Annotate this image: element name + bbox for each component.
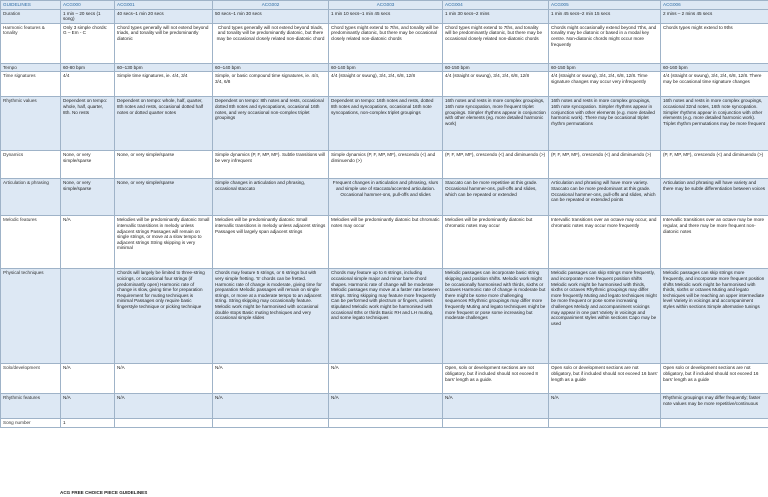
table-row	[1, 9, 768, 23]
table-cell: Chord types generally will not extend beyond triads, and tonality will be predominantly diatonic	[115, 23, 213, 63]
table-cell: N/A	[213, 394, 329, 419]
header-cell: ACG002	[213, 1, 329, 10]
table-cell: 4/4 (straight or swung), 3/4, 2/4, 6/8, 12/8. There may be occasional time signature changes	[661, 72, 768, 97]
table-row	[1, 216, 768, 269]
table-cell: Melodies will be predominantly diatonic but chromatic notes may occur	[443, 216, 549, 269]
table-cell	[443, 419, 549, 428]
row-label: Tempo	[1, 63, 61, 72]
table-cell: N/A	[61, 216, 115, 269]
table-cell: 1 min – 20 secs (1 song)	[61, 9, 115, 23]
table-cell: Simple, or basic compound time signatures, ie. 4/4, 3/4, 6/8	[213, 72, 329, 97]
table-cell: 50 secs–1 min 30 secs	[213, 9, 329, 23]
table-cell: 40 secs–1 min 20 secs	[115, 9, 213, 23]
header-cell: ACG005	[549, 1, 661, 10]
table-cell: Chord types generally will not extend beyond triads, and tonality will be predominantly diatonic, but there may be occasional closely related non-diatonic chord	[213, 23, 329, 63]
table-cell: 60–140 bpm	[213, 63, 329, 72]
table-cell: Simple dynamics (P, F, MP, MF), crescendo (<) and diminuendo (>)	[329, 151, 443, 179]
table-cell: Dependent on tempo: 8th notes and rests, occasional dotted 8th notes and syncopations, occasional 16th notes, and very occasional non-complex triplet groupings	[213, 97, 329, 151]
table-row	[1, 179, 768, 216]
row-label: Rhythmic features	[1, 394, 61, 419]
table-row	[1, 72, 768, 97]
table-cell: 4/4	[61, 72, 115, 97]
row-label: Solo/development	[1, 364, 61, 394]
header-cell: ACG001	[115, 1, 213, 10]
table-cell: Open solo or development sections are not obligatory, but if included should not exceed 16 bars' length as a guide	[661, 364, 768, 394]
table-cell: Melodic passages can skip strings more frequently, and incorporate more frequent position shifts Melodic work might be harmonised with thirds, sixths or octaves Rhythmic groupings may differ more frequently Muting and legato techniques might be more frequent or pose some increasing challenges Melody and accompaniment voicings may appear in one part Variety in voicings and accompaniment styles within sections Capo may be used	[549, 269, 661, 364]
row-label: Articulation & phrasing	[1, 179, 61, 216]
row-label: Time signatures	[1, 72, 61, 97]
header-cell: ACG006	[661, 1, 768, 10]
table-row	[1, 63, 768, 72]
table-cell	[661, 419, 768, 428]
header-cell: ACG000	[61, 1, 115, 10]
table-cell: 60-80 bpm	[61, 63, 115, 72]
table-row	[1, 23, 768, 63]
table-cell	[549, 419, 661, 428]
table-cell: 60-160 bpm	[661, 63, 768, 72]
table-cell	[115, 419, 213, 428]
header-cell: GUIDELINES	[1, 1, 61, 10]
table-cell: (P, F, MP, MF), crescendo (<) and diminuendo (>)	[549, 151, 661, 179]
row-label: Rhythmic values	[1, 97, 61, 151]
table-cell: N/A	[213, 364, 329, 394]
table-cell: N/A	[329, 394, 443, 419]
table-cell	[61, 269, 115, 364]
table-cell: Staccato can be more repetitive at this grade. Occasional hammer-ons, pull-offs and slides, which can be repeated or extended	[443, 179, 549, 216]
header-row	[1, 1, 768, 10]
header-cell: ACG004	[443, 1, 549, 10]
table-cell: Dependent on tempo: whole, half, quarter, 8th notes and rests, occasional dotted half notes or dotted quarter notes	[115, 97, 213, 151]
header-cell: ACG003	[329, 1, 443, 10]
table-cell: Open solo or development sections are not obligatory, but if included should not exceed 16 bars' length as a guide	[549, 364, 661, 394]
table-cell: Chords may feature 5 strings, or 6 strings but with very simple fretting. '5' chords can be fretted. Harmonic rate of change is moderate, giving time for preparation Melodic passages will remain on single strings, or move at a moderate tempo to an adjacent string. String skipping may occasionally feature. Melodic work might be harmonised with occasional double stops Basic muting techniques and very occasional simple slides	[213, 269, 329, 364]
table-cell: 4/4 (straight or swung), 3/4, 2/4, 6/8, 12/8. Time signature changes may occur very infrequently	[549, 72, 661, 97]
table-cell: 1 min 45 secs–2 min 15 secs	[549, 9, 661, 23]
table-row	[1, 97, 768, 151]
table-cell: 16th notes and rests in more complex groupings, occasional 32nd notes, 16th note syncopation. Simpler rhythms appear in conjunction with other elements (e.g. more detailed harmonic work). Triplet rhythm permutations may be more frequent	[661, 97, 768, 151]
table-cell: 1 min 30 secs–2 mins	[443, 9, 549, 23]
table-cell: N/A	[115, 394, 213, 419]
row-label: Melodic features	[1, 216, 61, 269]
table-cell: (P, F, MP, MF), crescendo (<) and diminuendo (>)	[661, 151, 768, 179]
table-cell: N/A	[115, 364, 213, 394]
table-cell: Chords might occasionally extend beyond 7ths, and tonality may be diatonic or based in a modal key centre. Non-diatonic chords might occur more frequently	[549, 23, 661, 63]
row-label: Harmonic features & tonality	[1, 23, 61, 63]
table-cell: Melodies will be predominantly diatonic but chromatic notes may occur	[329, 216, 443, 269]
table-row	[1, 394, 768, 419]
table-cell: Chords types might extend to 9ths	[661, 23, 768, 63]
table-cell: Articulation and phrasing will have more variety. Staccato can be more predominant at this grade. Occasional hammer-ons, pull-offs and slides, which can be repeated or extended points	[549, 179, 661, 216]
table-row	[1, 419, 768, 428]
table-cell: N/A	[443, 394, 549, 419]
table-cell: 60-150 bpm	[443, 63, 549, 72]
table-cell: 1 min 10 secs–1 min 45 secs	[329, 9, 443, 23]
table-cell: Melodic passages can incorporate basic string skipping and position shifts. Melodic work might be occasionally harmonised with thirds, sixths or octaves Harmonic rate of change is moderate but there might be some more challenging sequences Rhythmic groupings may differ more frequently Muting and legato techniques might be more frequent or pose some increasing but moderate challenges	[443, 269, 549, 364]
table-cell: Simple changes in articulation and phrasing, occasional staccato	[213, 179, 329, 216]
table-cell: Chords may feature up to 6 strings, including occasional simple major and minor barre chord shapes. Harmonic rate of change will be moderate Melodic passages may move at a faster rate between strings. String skipping may feature more frequently Can be performed with plectrum or fingers, unless stipulated Melodic work might be harmonised with occasional 6ths or thirds Basic RH and LH muting, and some legato techniques	[329, 269, 443, 364]
table-cell: 60-140 bpm	[329, 63, 443, 72]
table-cell: None, or very simple/sparse	[115, 179, 213, 216]
table-row	[1, 269, 768, 364]
table-cell: Frequent changes in articulation and phrasing, slurs and simple use of staccato/accented articulation. Occasional hammer-ons, pull-offs and slides	[329, 179, 443, 216]
table-cell: Rhythmic groupings may differ frequently; faster note values may be more repetitive/continuous	[661, 394, 768, 419]
table-cell: N/A	[61, 394, 115, 419]
table-cell: Chord types might extend to 7ths, and tonality will be predominantly diatonic, but there may be occasional closely related non-diatonic chords	[443, 23, 549, 63]
table-cell: Melodies will be predominantly diatonic Small intervallic transitions in melody unless adjacent strings Passages will largely span adjacent strings	[213, 216, 329, 269]
table-cell: Chord types might extend to 7ths, and tonality will be predominantly diatonic, but there may be occasional closely related non-diatonic chords	[329, 23, 443, 63]
table-cell: 16th notes and rests in more complex groupings, 16th note syncopation. Simpler rhythms appear in conjunction with other elements (e.g. more detailed harmonic work). There may be occasional triplet rhythm permutations	[549, 97, 661, 151]
table-cell: Chords will largely be limited to three-string voicings, or occasional four strings (if predominantly open) Harmonic rate of change is slow, giving time for preparation Requirement for muting techniques is minimal Passages only require basic fingerstyle technique or picking technique	[115, 269, 213, 364]
table-cell: 60–130 bpm	[115, 63, 213, 72]
table-cell: 60-150 bpm	[549, 63, 661, 72]
table-row	[1, 151, 768, 179]
table-cell: (P, F, MP, MF), crescendo (<) and diminuendo (>)	[443, 151, 549, 179]
table-cell: Articulation and phrasing will have variety and there may be subtle differentiation between voices	[661, 179, 768, 216]
table-cell	[329, 419, 443, 428]
table-cell: Only 3 simple chords: G – Em - C	[61, 23, 115, 63]
row-label: Duration	[1, 9, 61, 23]
table-cell: Dependent on tempo: 16th notes and rests, dotted 8th notes and syncopations, occasional 16th note syncopations, non-complex triplet groupings	[329, 97, 443, 151]
row-label: Song number	[1, 419, 61, 428]
table-cell: None, or very simple/sparse	[61, 179, 115, 216]
table-cell: Melodies will be predominantly diatonic Small intervallic transitions in melody unless adjacent strings Passages will remain on single strings, or move at a slow tempo to adjacent strings String skipping is very minimal	[115, 216, 213, 269]
table-cell: Simple dynamics (P, F, MP, MF). Subtle transitions will be very infrequent	[213, 151, 329, 179]
table-cell: None, or very simple/sparse	[115, 151, 213, 179]
table-cell: Melodic passages can skip strings more frequently, and incorporate more frequent position shifts Melodic work might be harmonised with thirds, sixths or octaves Muting and legato techniques will be reaching an upper intermediate level Variety in voicings and accompaniment styles within sections Simple alternative tunings	[661, 269, 768, 364]
table-cell: None, or very simple/sparse	[61, 151, 115, 179]
table-cell: 2 mins – 2 mins 45 secs	[661, 9, 768, 23]
table-cell: Simple time signatures, ie. 4/4, 3/4	[115, 72, 213, 97]
table-cell: 4/4 (straight or swung), 3/4, 2/4, 6/8, 12/8	[443, 72, 549, 97]
table-cell: N/A	[549, 394, 661, 419]
table-cell: 4/4 (straight or swung), 3/4, 2/4, 6/8, 12/8	[329, 72, 443, 97]
table-row	[1, 364, 768, 394]
table-cell: 16th notes and rests in more complex groupings, 16th note syncopation, more frequent triplet groupings. Simpler rhythms appear in conjunction with other elements (eg. more detailed harmonic work)	[443, 97, 549, 151]
row-label: Physical techniques	[1, 269, 61, 364]
table-cell: Dependent on tempo: whole, half, quarter, 8th. No rests	[61, 97, 115, 151]
table-cell: N/A	[61, 364, 115, 394]
table-cell: N/A	[329, 364, 443, 394]
row-label: Dynamics	[1, 151, 61, 179]
table-cell: Open, solo or development sections are not obligatory, but if included should not exceed 8 bars' length as a guide.	[443, 364, 549, 394]
table-cell: Intervallic transitions over an octave may be more regular, and there may be more frequent non-diatonic notes	[661, 216, 768, 269]
document-caption: ACG FREE CHOICE PIECE GUIDELINES	[60, 490, 148, 495]
table-cell: 1	[61, 419, 115, 428]
table-cell: Intervallic transitions over an octave may occur, and chromatic notes may occur more frequently	[549, 216, 661, 269]
table-cell	[213, 419, 329, 428]
